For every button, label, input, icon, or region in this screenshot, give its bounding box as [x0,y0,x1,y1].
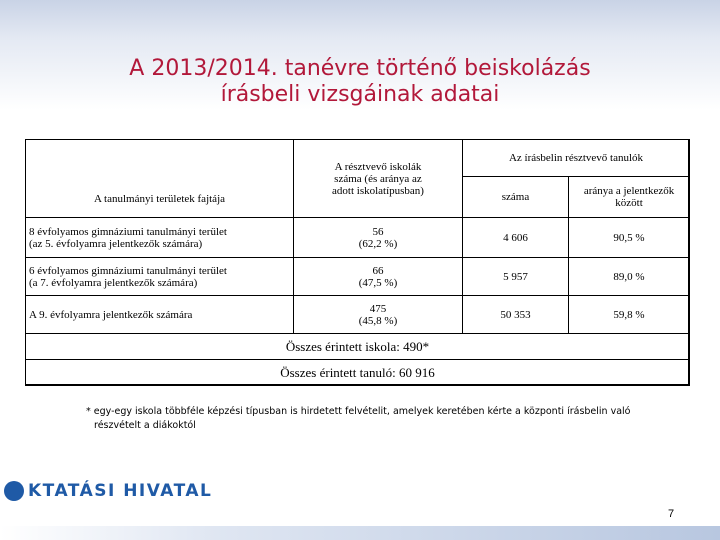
page-title [0,56,720,108]
row-schools-ratio: (47,5 %) [358,276,398,289]
footnote-line-2: részvételt a diákoktól [94,420,196,431]
row-area [26,218,294,258]
row-students-ratio: 90,5 % [569,218,690,258]
footnote [86,405,686,433]
header-students-ratio: aránya a jelentkezők között [569,177,690,218]
row-schools [294,218,463,258]
row-area-line-1: 8 évfolyamos gimnáziumi tanulmányi terület [29,225,227,238]
row-students-ratio: 89,0 % [569,258,690,296]
row-area-line-1: 6 évfolyamos gimnáziumi tanulmányi terület [29,264,227,277]
data-table [25,139,690,386]
page-title-line-2: írásbeli vizsgáinak adatai [220,82,500,107]
row-area [26,258,294,296]
summary-row-schools [26,334,690,360]
row-schools-ratio: (62,2 %) [358,237,398,250]
summary-schools: Összes érintett iskola: 490* [26,334,690,360]
table-row [26,296,690,334]
row-schools-ratio: (45,8 %) [358,314,398,327]
row-area-line-2: (az 5. évfolyamra jelentkezők számára) [29,237,203,250]
table-row [26,218,690,258]
logo-text: KTATÁSI HIVATAL [28,481,213,501]
row-schools-count: 475 [369,302,387,315]
summary-students: Összes érintett tanuló: 60 916 [26,360,690,386]
row-students-count: 4 606 [463,218,569,258]
row-schools-count: 56 [372,225,384,238]
summary-row-students [26,360,690,386]
header-students-group: Az írásbelin résztvevő tanulók [463,140,690,177]
logo [4,478,212,504]
row-schools-count: 66 [372,264,384,277]
row-students-count: 50 353 [463,296,569,334]
footer-band [0,526,720,540]
row-area-line-2: (a 7. évfolyamra jelentkezők számára) [29,276,198,289]
table-row [26,258,690,296]
row-students-count: 5 957 [463,258,569,296]
data-table-frame [25,139,689,385]
page-title-line-1: A 2013/2014. tanévre történő beiskolázás [129,56,591,81]
page-number: 7 [668,508,675,520]
footnote-line-1: * egy-egy iskola többféle képzési típusban is hirdetett felvételit, amelyek keretében kérte a központi írásbelin való [86,406,631,417]
header-schools: A résztvevő iskolák száma (és aránya az adott iskolatípusban) [294,140,463,218]
row-area-line-1: A 9. évfolyamra jelentkezők számára [29,308,193,321]
row-schools [294,258,463,296]
header-area: A tanulmányi területek fajtája [26,140,294,218]
row-students-ratio: 59,8 % [569,296,690,334]
row-schools [294,296,463,334]
row-area [26,296,294,334]
logo-circle-icon [4,481,24,501]
header-students-count: száma [463,177,569,218]
